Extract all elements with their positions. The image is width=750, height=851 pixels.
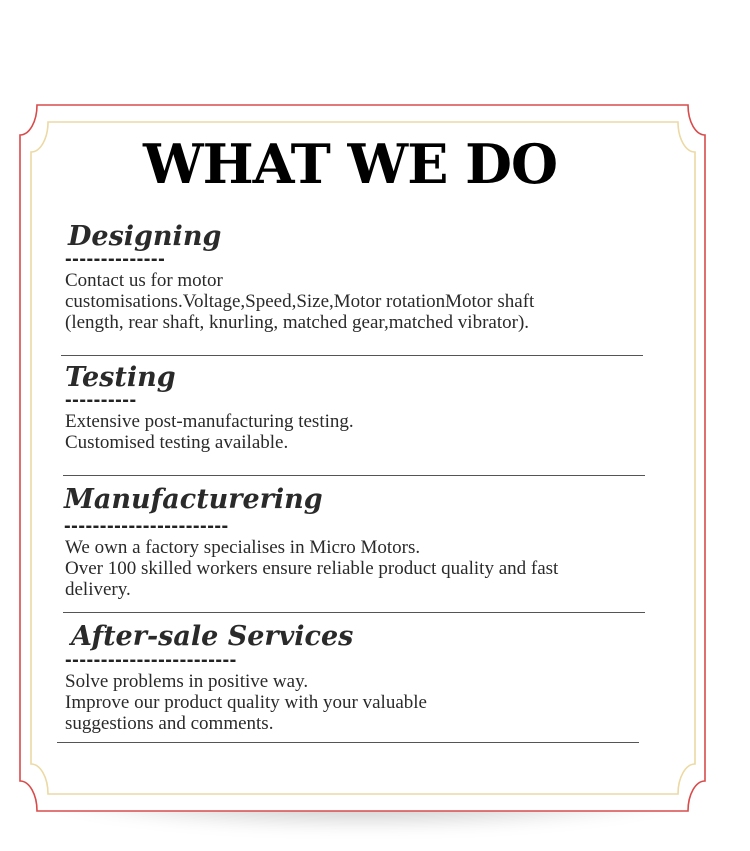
body-line: suggestions and comments.	[65, 713, 274, 734]
section-heading: Manufacturering	[64, 484, 323, 515]
section-body	[65, 411, 665, 453]
body-line: (length, rear shaft, knurling, matched gear,matched vibrator).	[65, 312, 530, 333]
section-heading: After-sale Services	[71, 621, 354, 652]
section-heading: Designing	[68, 221, 222, 252]
section-body	[65, 671, 665, 734]
heading-underline: ----------	[65, 395, 137, 411]
body-line: Extensive post-manufacturing testing.	[65, 411, 354, 432]
section-testing	[65, 361, 665, 453]
body-line: Improve our product quality with your valuable	[65, 692, 427, 713]
body-line: Over 100 skilled workers ensure reliable product quality and fast	[65, 558, 559, 579]
heading-underline: -----------------------	[64, 521, 229, 537]
section-manufacturing	[64, 483, 674, 600]
body-line: We own a factory specialises in Micro Motors.	[65, 537, 421, 558]
section-divider	[63, 475, 645, 476]
section-divider	[57, 742, 639, 743]
section-divider	[61, 355, 643, 356]
section-after-sale-services	[65, 620, 665, 734]
body-line: Contact us for motor	[65, 270, 223, 291]
body-line: Solve problems in positive way.	[65, 671, 309, 692]
section-designing	[65, 220, 665, 333]
heading-underline: --------------	[65, 254, 166, 270]
body-line: Customised testing available.	[65, 432, 289, 453]
section-body	[65, 270, 665, 333]
section-body	[64, 537, 674, 600]
section-divider	[63, 612, 645, 613]
body-line: customisations.Voltage,Speed,Size,Motor rotationMotor shaft	[65, 291, 535, 312]
page-title: WHAT WE DO	[142, 132, 558, 196]
heading-underline: ------------------------	[65, 655, 237, 671]
body-line: delivery.	[65, 579, 131, 600]
section-heading: Testing	[65, 362, 176, 393]
